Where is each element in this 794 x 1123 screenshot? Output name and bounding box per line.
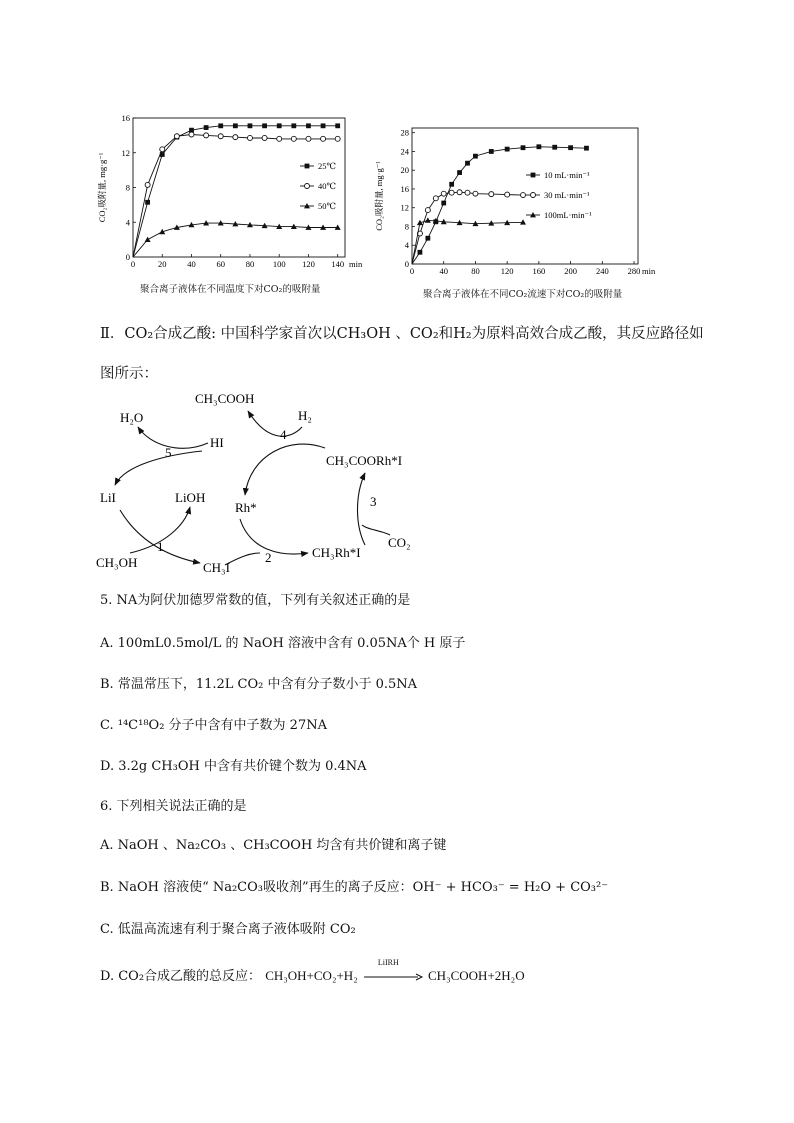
y-axis-label: CO₂吸附量, mg·g⁻¹ <box>374 161 384 231</box>
data-point <box>145 182 150 187</box>
data-point <box>425 236 430 241</box>
arrow-step5-lii <box>115 451 202 485</box>
section2-line1: Ⅱ．CO₂合成乙酸: 中国科学家首次以CH₃OH 、CO₂和H₂为原料高效合成乙酸，其反应路径如 <box>100 326 704 342</box>
data-point <box>473 154 478 159</box>
species-ch3oh: CH₃OH <box>96 555 138 570</box>
species-ch3coorhi: CH₃COORh*I <box>326 453 403 468</box>
data-point <box>218 134 223 139</box>
y-tick-label: 28 <box>400 127 409 138</box>
chart2-caption: 聚合离子液体在不同CO₂流速下对CO₂的吸附量 <box>423 289 623 300</box>
species-lioh: LiOH <box>175 490 206 505</box>
arrow-step4-product <box>248 411 302 436</box>
species-rh: Rh* <box>235 500 257 515</box>
data-point <box>457 190 462 195</box>
data-point <box>449 182 454 187</box>
x-tick-label: 80 <box>245 259 255 269</box>
data-point <box>321 136 326 141</box>
species-lii: LiI <box>100 490 116 505</box>
species-h2: H₂ <box>298 408 312 423</box>
series-0 <box>133 123 340 257</box>
species-ch3i: CH₃I <box>203 560 230 575</box>
data-point <box>505 192 510 197</box>
species-h2o: H₂O <box>120 410 144 425</box>
series-line <box>412 147 587 264</box>
series-line <box>412 220 523 264</box>
legend-marker <box>531 173 536 178</box>
y-tick-label: 12 <box>400 202 409 213</box>
data-point <box>521 193 526 198</box>
data-point <box>160 147 165 152</box>
data-point <box>145 237 151 242</box>
x-tick-label: 20 <box>157 259 167 269</box>
legend-marker <box>305 184 310 189</box>
data-point <box>425 208 430 213</box>
data-point <box>204 125 209 130</box>
legend-entry: 25℃ <box>318 161 337 171</box>
species-co2: CO₂ <box>388 535 411 550</box>
x-tick-label: 280 <box>627 266 641 276</box>
data-point <box>204 133 209 138</box>
y-tick-label: 16 <box>121 113 130 123</box>
legend-marker <box>531 193 536 198</box>
data-point <box>218 123 223 128</box>
data-point <box>536 144 541 149</box>
q6-option-c: C. 低温高流速有利于聚合离子液体吸附 CO₂ <box>100 922 356 937</box>
data-point <box>441 201 446 206</box>
x-tick-label: 120 <box>302 259 315 269</box>
species-ch3rhi: CH₃Rh*I <box>312 545 361 560</box>
series-2 <box>412 210 592 264</box>
data-point <box>457 170 462 175</box>
data-point <box>233 123 238 128</box>
y-tick-label: 4 <box>125 217 130 228</box>
y-tick-label: 12 <box>121 147 130 158</box>
data-point <box>262 135 267 140</box>
data-point <box>145 200 150 205</box>
chart1-caption: 聚合离子液体在不同温度下对CO₂的吸附量 <box>140 284 321 295</box>
y-tick-label: 0 <box>125 252 130 262</box>
data-point <box>521 145 526 150</box>
data-point <box>433 196 438 201</box>
data-point <box>568 145 573 150</box>
species-hi: HI <box>210 435 224 450</box>
species-ch3cooh: CH₃COOH <box>195 391 255 406</box>
series-1 <box>412 190 590 264</box>
data-point <box>505 147 510 152</box>
legend-marker <box>305 164 310 169</box>
series-0 <box>412 144 590 264</box>
x-tick-label: 140 <box>331 259 345 269</box>
y-tick-label: 0 <box>404 259 409 269</box>
x-tick-label: 120 <box>500 266 514 276</box>
q6-d-condition: LiIRH <box>377 957 399 967</box>
data-point <box>552 145 557 150</box>
y-tick-label: 24 <box>400 146 409 157</box>
data-point <box>489 192 494 197</box>
data-point <box>306 123 311 128</box>
data-point <box>277 136 282 141</box>
x-axis-label: min <box>642 266 656 276</box>
x-tick-label: 80 <box>471 266 480 276</box>
q5-option-a: A. 100mL0.5mol/L 的 NaOH 溶液中含有 0.05NA个 H 原子 <box>100 636 466 651</box>
arrow-step3-co2 <box>362 525 390 535</box>
q5-option-d: D. 3.2g CH₃OH 中含有共价键个数为 0.4NA <box>100 759 367 774</box>
x-tick-label: 240 <box>595 266 609 276</box>
data-point <box>441 191 446 196</box>
data-point <box>248 123 253 128</box>
reaction-cycle-diagram <box>90 385 430 580</box>
data-point <box>247 135 252 140</box>
arrow-step5-h2o <box>138 427 208 448</box>
step-3: 3 <box>370 494 377 509</box>
arrow-step2 <box>240 519 308 554</box>
y-tick-label: 20 <box>400 165 409 176</box>
q6-option-d <box>100 957 525 984</box>
q6-option-a: A. NaOH 、Na₂CO₃ 、CH₃COOH 均含有共价键和离子键 <box>100 838 447 853</box>
step-5: 5 <box>165 445 172 460</box>
x-tick-label: 200 <box>564 266 577 276</box>
series-2 <box>133 201 341 257</box>
chart-flowrate <box>372 118 662 278</box>
data-point <box>335 123 340 128</box>
series-line <box>412 192 523 264</box>
q5-stem: 5. NA为阿伏加德罗常数的值，下列有关叙述正确的是 <box>100 593 411 608</box>
section2-line2: 图所示： <box>100 366 158 382</box>
data-point <box>335 136 340 141</box>
x-tick-label: 60 <box>216 259 225 269</box>
q6-d-label: D. CO₂合成乙酸的总反应： <box>100 969 262 984</box>
data-point <box>489 149 494 154</box>
legend-entry: 10 mL·min⁻¹ <box>544 170 590 180</box>
x-tick-label: 0 <box>130 259 136 269</box>
data-point <box>584 146 589 151</box>
q6-option-b: B. NaOH 溶液使“ Na₂CO₃吸收剂”再生的离子反应：OH⁻ + HCO₃⁻ = H₂O + CO₃²⁻ <box>100 880 609 895</box>
data-point <box>233 135 238 140</box>
data-point <box>465 190 470 195</box>
q5-option-b: B. 常温常压下，11.2L CO₂ 中含有分子数小于 0.5NA <box>100 677 418 692</box>
legend-entry: 30 mL·min⁻¹ <box>544 190 590 200</box>
data-point <box>418 250 423 255</box>
data-point <box>277 123 282 128</box>
y-tick-label: 8 <box>404 221 409 232</box>
data-point <box>321 123 326 128</box>
step-1: 1 <box>157 539 164 554</box>
x-axis-label: min <box>349 259 363 269</box>
q6-d-right: CH₃COOH+2H₂O <box>428 968 525 983</box>
data-point <box>465 161 470 166</box>
y-axis-label: CO₂吸附量, mg·g⁻¹ <box>97 152 107 223</box>
data-point <box>473 191 478 196</box>
step-4: 4 <box>280 427 287 442</box>
x-tick-label: 40 <box>439 266 448 276</box>
series-1 <box>133 132 340 257</box>
legend-entry: 100mL·min⁻¹ <box>544 210 592 220</box>
data-point <box>189 132 194 137</box>
arrow-step4-rh <box>245 444 325 495</box>
data-point <box>262 123 267 128</box>
data-point <box>306 136 311 141</box>
data-point <box>291 123 296 128</box>
arrow-step2-ch3i <box>225 553 260 565</box>
y-tick-label: 8 <box>125 182 130 193</box>
data-point <box>174 134 179 139</box>
q6-d-left: CH₃OH+CO₂+H₂ <box>265 968 358 983</box>
arrow-step3 <box>358 473 366 545</box>
x-tick-label: 40 <box>187 259 196 269</box>
legend-entry: 50℃ <box>318 201 337 211</box>
data-point <box>449 190 454 195</box>
q6-stem: 6. 下列相关说法正确的是 <box>100 799 247 814</box>
legend-entry: 40℃ <box>318 181 337 191</box>
x-tick-label: 160 <box>532 266 546 276</box>
q5-option-c: C. ¹⁴C¹⁸O₂ 分子中含有中子数为 27NA <box>100 718 327 733</box>
x-tick-label: 100 <box>272 259 286 269</box>
y-tick-label: 4 <box>404 240 409 251</box>
y-tick-label: 16 <box>400 183 409 194</box>
q6-d-arrow <box>362 957 424 984</box>
series-line <box>133 126 338 257</box>
data-point <box>291 136 296 141</box>
chart-temperature <box>95 108 375 278</box>
charts-row <box>0 0 794 310</box>
x-tick-label: 0 <box>409 266 415 276</box>
step-2: 2 <box>265 550 272 565</box>
